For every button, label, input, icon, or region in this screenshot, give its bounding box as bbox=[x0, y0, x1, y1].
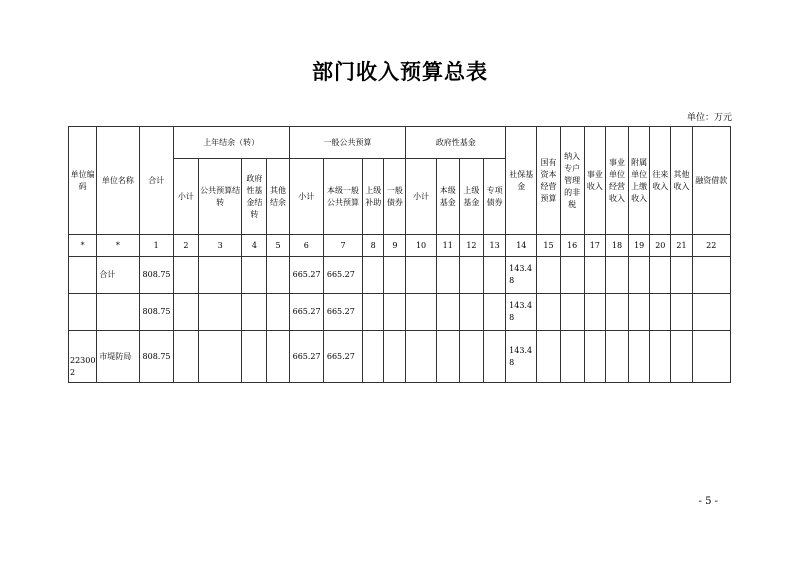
total-cell: 808.75 bbox=[139, 294, 173, 331]
index-cell: 6 bbox=[289, 235, 323, 257]
header-gov-subtotal: 小计 bbox=[406, 159, 436, 235]
total-cell: 808.75 bbox=[139, 257, 173, 294]
index-cell: 5 bbox=[267, 235, 289, 257]
header-operating-income: 事业单位经营收入 bbox=[605, 127, 628, 235]
index-cell: 21 bbox=[671, 235, 692, 257]
gen-subtotal-cell: 665.27 bbox=[289, 294, 323, 331]
header-other-income: 其他收入 bbox=[671, 127, 692, 235]
header-gen-upper-subsidy: 上级补助 bbox=[363, 159, 384, 235]
table-row bbox=[69, 331, 731, 383]
index-cell: 7 bbox=[323, 235, 362, 257]
header-unit-name: 单位名称 bbox=[97, 127, 139, 235]
table-row bbox=[69, 257, 731, 294]
gen-this-level-cell: 665.27 bbox=[323, 294, 362, 331]
table-row bbox=[69, 294, 731, 331]
social-security-cell: 143.48 bbox=[506, 257, 537, 294]
header-gen-subtotal: 小计 bbox=[289, 159, 323, 235]
index-cell: 16 bbox=[560, 235, 584, 257]
index-cell: 12 bbox=[459, 235, 483, 257]
index-row bbox=[69, 235, 731, 257]
index-cell: 17 bbox=[584, 235, 605, 257]
gen-this-level-cell: 665.27 bbox=[323, 331, 362, 383]
header-financing-loans: 融资借款 bbox=[692, 127, 730, 235]
unit-code-cell bbox=[69, 257, 97, 294]
header-gov-fund-group: 政府性基金 bbox=[406, 127, 506, 159]
index-cell: 15 bbox=[537, 235, 560, 257]
unit-code-cell: 223002 bbox=[69, 331, 97, 383]
page-title: 部门收入预算总表 bbox=[312, 60, 488, 84]
index-cell: * bbox=[69, 235, 97, 257]
index-cell: 2 bbox=[173, 235, 198, 257]
social-security-cell: 143.48 bbox=[506, 331, 537, 383]
index-cell: 22 bbox=[692, 235, 730, 257]
index-cell: 19 bbox=[629, 235, 650, 257]
header-carry-gov-fund: 政府性基金结转 bbox=[242, 159, 267, 235]
index-cell: 3 bbox=[198, 235, 241, 257]
unit-name-cell bbox=[97, 294, 139, 331]
budget-table bbox=[68, 126, 731, 383]
header-carry-other: 其他结余 bbox=[267, 159, 289, 235]
header-total: 合计 bbox=[139, 127, 173, 235]
header-general-budget-group: 一般公共预算 bbox=[289, 127, 406, 159]
header-affiliate-remit: 附属单位上缴收入 bbox=[629, 127, 650, 235]
header-gov-upper-level: 上级基金 bbox=[459, 159, 483, 235]
index-cell: 14 bbox=[506, 235, 537, 257]
header-gov-special-bond: 专项债券 bbox=[484, 159, 506, 235]
header-row-1 bbox=[69, 127, 731, 159]
unit-name-cell: 市堤防局 bbox=[97, 331, 139, 383]
index-cell: 10 bbox=[406, 235, 436, 257]
header-gov-this-level: 本级基金 bbox=[436, 159, 459, 235]
header-social-security-fund: 社保基金 bbox=[506, 127, 537, 235]
header-gen-general-bond: 一般债券 bbox=[384, 159, 406, 235]
index-cell: 13 bbox=[484, 235, 506, 257]
index-cell: 1 bbox=[139, 235, 173, 257]
unit-code-cell bbox=[69, 294, 97, 331]
page-number: - 5 - bbox=[698, 496, 718, 507]
gen-this-level-cell: 665.27 bbox=[323, 257, 362, 294]
header-business-income: 事业收入 bbox=[584, 127, 605, 235]
header-gen-this-level: 本级一般公共预算 bbox=[323, 159, 362, 235]
header-state-capital: 国有资本经营预算 bbox=[537, 127, 560, 235]
gen-subtotal-cell: 665.27 bbox=[289, 257, 323, 294]
header-carryover-group: 上年结余（转） bbox=[173, 127, 289, 159]
header-unit-code: 单位编码 bbox=[69, 127, 97, 235]
unit-name-cell: 合计 bbox=[97, 257, 139, 294]
index-cell: 8 bbox=[363, 235, 384, 257]
index-cell: * bbox=[97, 235, 139, 257]
gen-subtotal-cell: 665.27 bbox=[289, 331, 323, 383]
index-cell: 4 bbox=[242, 235, 267, 257]
total-cell: 808.75 bbox=[139, 331, 173, 383]
unit-label: 单位：万元 bbox=[686, 113, 732, 123]
index-cell: 11 bbox=[436, 235, 459, 257]
header-special-non-tax: 纳入专户管理的非税 bbox=[560, 127, 584, 235]
social-security-cell: 143.48 bbox=[506, 294, 537, 331]
index-cell: 9 bbox=[384, 235, 406, 257]
index-cell: 18 bbox=[605, 235, 628, 257]
header-transactions-income: 往来收入 bbox=[650, 127, 671, 235]
header-carry-subtotal: 小计 bbox=[173, 159, 198, 235]
header-carry-public-budget: 公共预算结转 bbox=[198, 159, 241, 235]
index-cell: 20 bbox=[650, 235, 671, 257]
